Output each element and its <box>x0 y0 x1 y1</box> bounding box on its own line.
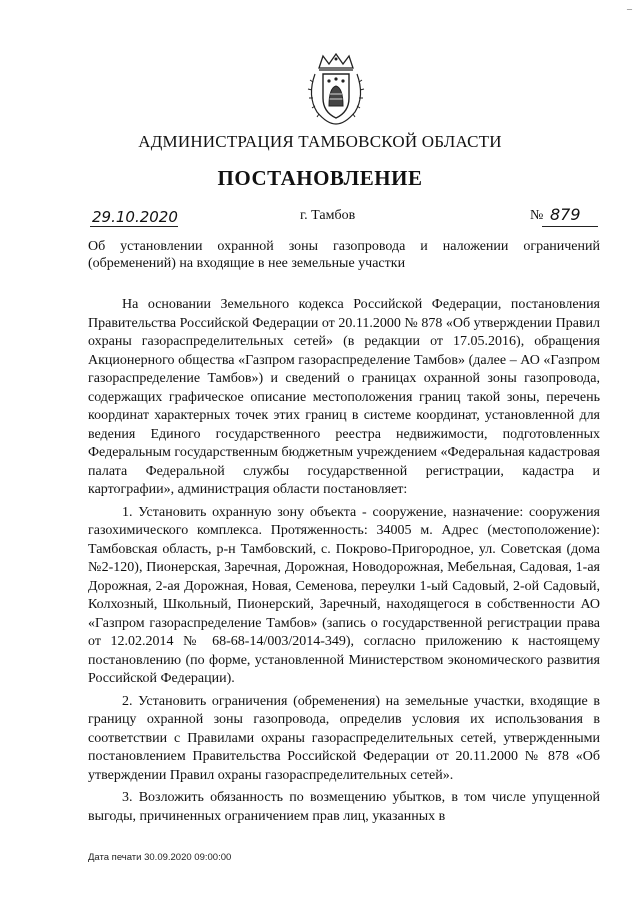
document-body <box>88 296 600 830</box>
organization-title: АДМИНИСТРАЦИЯ ТАМБОВСКОЙ ОБЛАСТИ <box>138 132 502 151</box>
paragraph-item-1: 1. Установить охранную зону объекта - сооружение, назначение: сооружения газохимического комплекса. Протяженность: 34005 м. Адрес (местоположение): Тамбовская область, р-н Тамбовский, с. Покрово-Пригородное, ул. Советская (дома №2-120), Пионерская, Заречная, Дорожная, Новодорожная, Мебельная, Садовая, 1-ая Дорожная, 2-ая Дорожная, Новая, Семенова, переулки 1-ый Садовый, 2-ой Садовый, Колхозный, Школьный, Пионерский, Заречный, находящегося в собственности АО «Газпром газораспределение Тамбов» (запись о государственной регистрации права от 12.02.2014 № 68-68-14/003/2014-349), согласно приложению к настоящему постановлению (по форме, установленной Министерством экономического развития Российской Федерации). <box>88 504 600 686</box>
document-subject: Об установлении охранной зоны газопровода и наложении ограничений (обременений) на входящие в нее земельные участки <box>88 239 600 271</box>
tambov-coat-of-arms-icon <box>305 52 367 126</box>
print-date-footer: Дата печати 30.09.2020 09:00:00 <box>88 852 232 863</box>
document-city: г. Тамбов <box>300 208 356 223</box>
document-type-title: ПОСТАНОВЛЕНИЕ <box>217 166 423 190</box>
paragraph-item-2: 2. Установить ограничения (обременения) на земельные участки, входящие в границу охранной зоны газопровода, определив условия их использования в соответствии с Правилами охраны газораспределительных сетей, утвержденными постановлением Правительства Российской Федерации от 20.11.2000 № 878 «Об утверждении Правил охраны газораспределительных сетей». <box>88 693 600 783</box>
document-date: 29.10.2020 <box>92 208 178 226</box>
date-underline <box>90 226 178 227</box>
corner-mark: – <box>627 4 632 15</box>
number-underline <box>542 226 598 227</box>
document-number: 879 <box>550 205 581 224</box>
paragraph-preamble: На основании Земельного кодекса Российской Федерации, постановления Правительства Российской Федерации от 20.11.2000 № 878 «Об утверждении Правил охраны газораспределительных сетей» (в редакции от 17.05.2016), обращения Акционерного общества «Газпром газораспределение Тамбов» (далее – АО «Газпром газораспределение Тамбов») и сведений о границах охранной зоны газопровода, содержащих графическое описание местоположения границ такой зоны, перечень координат характерных точек этих границ в системе координат, установленной для ведения Единого государственного реестра недвижимости, подготовленных Федеральным государственным бюджетным учреждением «Федеральная кадастровая палата Федеральной службы государственной регистрации, кадастра и картографии», администрация области постановляет: <box>88 297 600 497</box>
number-prefix: № <box>530 208 544 223</box>
paragraph-item-3: 3. Возложить обязанность по возмещению убытков, в том числе упущенной выгоды, причиненных ограничением прав лиц, указанных в <box>88 790 600 824</box>
